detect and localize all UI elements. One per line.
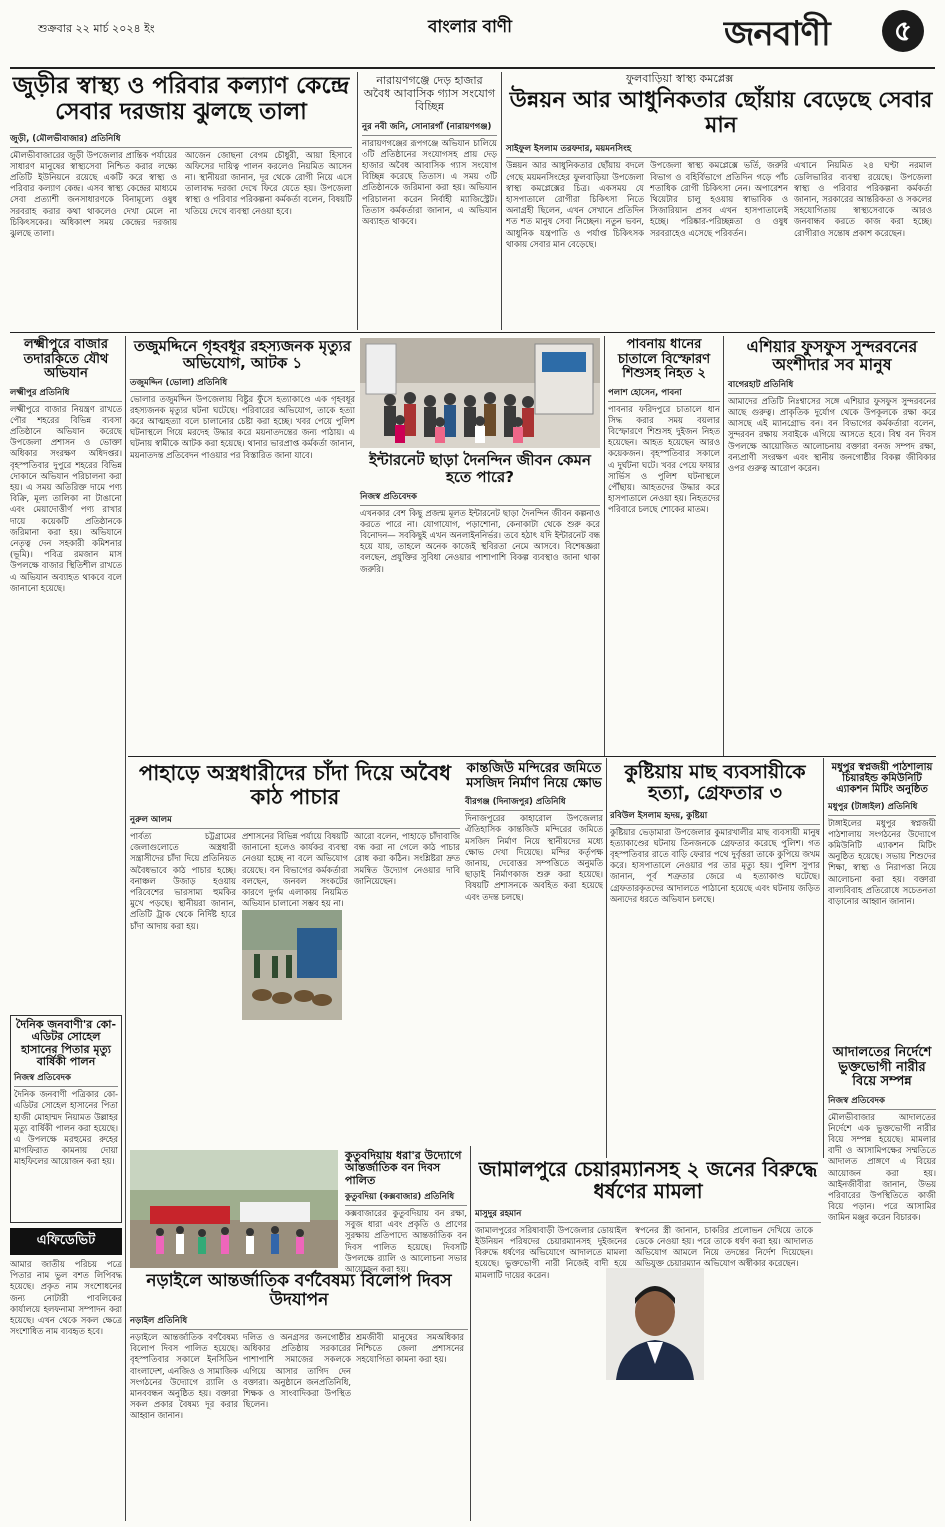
headline: কুতুবদিয়ায় ধরা'র উদ্যোগে আন্তর্জাতিক বন দিবস পালিত	[345, 1149, 462, 1187]
body-col-3: এখানে নিয়মিত ২৪ ঘণ্টা নরমাল ডেলিভারির ব্যবস্থা রয়েছে। উপজেলা স্বাস্থ্য ও পরিবার পরিকল্পনা কর্মকর্তা জানান, সরকারের আন্তরিকতা ও সকলের সহযোগিতায় স্বাস্থ্যসেবাকে আরও জনবান্ধব করতে কাজ করা হচ্ছে। রোগীরাও সন্তোষ প্রকাশ করেছেন।	[794, 160, 932, 238]
headline: এশিয়ার ফুসফুস সুন্দরবনের অংশীদার সব মানুষ	[746, 337, 918, 374]
story-narayanganj	[362, 74, 497, 324]
body: মৌলভীবাজার আদালতের নির্দেশে এক ভুক্তভোগী নারীর বিয়ে সম্পন্ন হয়েছে। মামলার বাদী ও আসামিপক্ষের সম্মতিতে আদালত প্রাঙ্গণে এ বিয়ের আয়োজন করা হয়। আইনজীবীরা জানান, উভয় পরিবারের উপস্থিতিতে কাজী বিয়ে পড়ান। পরে আসামির জামিন মঞ্জুর করেন বিচারক।	[828, 1111, 936, 1223]
body-col-2: উপজেলা স্বাস্থ্য কমপ্লেক্সে ভর্তি, জরুরি বিভাগ ও বহির্বিভাগে প্রতিদিন গড়ে পাঁচ শতাধিক রোগী চিকিৎসা নেন। অপারেশন থিয়েটার চালু হওয়ায় স্বাভাবিক ও সিজারিয়ান প্রসব এখন হাসপাতালেই হচ্ছে। পরিষ্কার-পরিচ্ছন্নতা ও ওষুধ সরবরাহেও এসেছে পরিবর্তন।	[650, 160, 788, 238]
headline: ইন্টারনেট ছাড়া দৈনন্দিন জীবন কেমন হতে পারে?	[369, 451, 591, 486]
story-sundarbans	[728, 338, 936, 750]
byline: কুতুবদিয়া (কক্সবাজার) প্রতিনিধি	[345, 1190, 467, 1206]
newspaper-logo	[724, 8, 884, 54]
section-title: বাংলার বাণী	[427, 17, 513, 37]
body: আমাদের প্রতিটি নিঃশ্বাসের সঙ্গে এশিয়ার ফুসফুস সুন্দরবনের আছে গুরুত্ব। প্রাকৃতিক দুর্যোগ থেকে উপকূলকে রক্ষা করে আসছে এই ম্যানগ্রোভ বন। বন বিভাগের কর্মকর্তারা বলেন, সুন্দরবন রক্ষায় সবাইকে এগিয়ে আসতে হবে। বিশ্ব বন দিবস উপলক্ষে আয়োজিত আলোচনায় বক্তারা বনজ সম্পদ রক্ষা, বন্যপ্রাণী সংরক্ষণ এবং স্থানীয় জনগোষ্ঠীর বিকল্প জীবিকার ওপর গুরুত্ব আরোপ করেন।	[728, 395, 936, 474]
body-col-3: শ্রমজীবী মানুষের সমঅধিকার নিশ্চিতে জেলা প্রশাসনের সহযোগিতা কামনা করা হয়।	[356, 1332, 464, 1365]
byline: নিজস্ব প্রতিবেদক	[14, 1071, 118, 1087]
body: পাবনার ফরিদপুরে চাতালে ধান সিদ্ধ করার সময় বয়লার বিস্ফোরণে শিশুসহ দুইজন নিহত হয়েছেন। আহত হয়েছেন আরও কয়েকজন। বৃহস্পতিবার সকালে এ দুর্ঘটনা ঘটে। খবর পেয়ে ফায়ার সার্ভিস ও পুলিশ ঘটনাস্থলে পৌঁছায়। আহতদের উদ্ধার করে হাসপাতালে নেওয়া হয়। নিহতদের পরিবারে চলছে শোকের মাতম।	[608, 403, 720, 515]
body: আমার জাতীয় পরিচয় পত্রে পিতার নাম ভুল বশত লিপিবদ্ধ হয়েছে। প্রকৃত নাম সংশোধনের জন্য নোটারী পাবলিকের কার্যালয়ে হলফনামা সম্পাদন করা হয়েছে। এখন থেকে সকল ক্ষেত্রে সংশোধিত নাম ব্যবহৃত হবে।	[10, 1259, 122, 1337]
story-lakshmipur	[10, 338, 122, 1010]
body-col-2: প্রশাসনের বিভিন্ন পর্যায়ে বিষয়টি জানানো হলেও কার্যকর ব্যবস্থা নেওয়া হচ্ছে না বলে অভিযোগ রয়েছে। বন বিভাগের কর্মকর্তারা বলছেন, জনবল সংকটের কারণে দুর্গম এলাকায় নিয়মিত অভিযান চালানো সম্ভব হয় না।	[242, 831, 348, 909]
body-col-1: মৌলভীবাজারের জুড়ী উপজেলার প্রান্তিক পর্যায়ের সাধারণ মানুষের স্বাস্থ্যসেবা নিশ্চিত করার লক্ষ্যে প্রতিটি ইউনিয়নে রয়েছে একটি করে স্বাস্থ্য ও পরিবার কল্যাণ কেন্দ্র। এসব স্বাস্থ্য কেন্দ্রের মাধ্যমে সেবা প্রত্যাশী জনসাধারণকে বিনামূল্যে ওষুধ সরবরাহ করার কথা থাকলেও দেখা মেলে না চিকিৎসকের। অধিকাংশ সময় কেন্দ্রের দরজায় ঝুলছে তালা।	[10, 149, 177, 238]
headline: দৈনিক জনবাণী'র কো-এডিটর সোহেল হাসানের পিতার মৃত্যু বার্ষিকী পালন	[15, 1018, 117, 1068]
byline: রবিউল ইসলাম হৃদয়, কুষ্টিয়া	[610, 809, 820, 825]
byline: সাইফুল ইসলাম তরফদার, ময়মনসিংহ	[506, 142, 936, 158]
page-number-badge	[882, 10, 924, 52]
headline: লক্ষ্মীপুরে বাজার তদারকিতে যৌথ অভিযান	[23, 337, 109, 382]
body-col-1: জামালপুরের সরিষাবাড়ী উপজেলার ডোয়াইল ইউনিয়ন পরিষদের চেয়ারম্যানসহ দুইজনের বিরুদ্ধে ধর্ষণের অভিযোগে আদালতে মামলা হয়েছে। ভুক্তভোগী নারী নিজেই বাদী হয়ে মামলাটি দায়ের করেন।	[475, 1224, 627, 1280]
body-col-2: স্বপনের স্ত্রী জানান, চাকরির প্রলোভন দেখিয়ে তাকে ডেকে নেওয়া হয়। পরে তাকে ধর্ষণ করা হয়। আদালত অভিযোগ আমলে নিয়ে তদন্তের নির্দেশ দিয়েছেন। অভিযুক্ত চেয়ারম্যান অভিযোগ অস্বীকার করেছেন।	[635, 1224, 813, 1269]
headline: আদালতের নির্দেশে ভুক্তভোগী নারীর বিয়ে সম্পন্ন	[832, 1045, 932, 1090]
story-court	[828, 1046, 936, 1516]
byline: জুড়ী, (মৌলভীবাজার) প্রতিনিধি	[10, 132, 352, 148]
byline: মাসুদুর রহমান	[475, 1207, 821, 1223]
body-col-1: পার্বত্য চট্টগ্রামের জেলাগুলোতে অস্ত্রধারী সন্ত্রাসীদের চাঁদা দিয়ে প্রতিনিয়ত অবৈধভাবে কাঠ পাচার হচ্ছে। বনাঞ্চল উজাড় হওয়ায় পরিবেশের ভারসাম্য হুমকির মুখে পড়ছে। স্থানীয়রা জানান, প্রতিটি ট্রাক থেকে নির্দিষ্ট হারে চাঁদা আদায় করা হয়।	[130, 831, 236, 931]
headline: উন্নয়ন আর আধুনিকতার ছোঁয়ায় বেড়েছে সেবার মান	[509, 88, 933, 138]
headline: কুষ্টিয়ায় মাছ ব্যবসায়ীকে হত্যা, গ্রেফতার ৩	[624, 761, 806, 805]
body: টাঙ্গাইলের মধুপুর স্বপ্নজয়ী পাঠশালায় সংগঠনের উদ্যোগে কমিউনিটি এ্যাকশন মিটিং অনুষ্ঠিত হয়েছে। সভায় শিশুদের শিক্ষা, স্বাস্থ্য ও নিরাপত্তা নিয়ে আলোচনা করা হয়। বক্তারা বাল্যবিবাহ প্রতিরোধে সচেতনতা বাড়ানোর আহ্বান জানান।	[828, 817, 936, 906]
kicker: ফুলবাড়িয়া স্বাস্থ্য কমপ্লেক্স	[626, 72, 734, 85]
headline: কান্তজিউ মন্দিরের জমিতে মসজিদ নির্মাণ নিয়ে ক্ষোভ	[466, 761, 602, 791]
story-narail	[130, 1272, 468, 1520]
byline: মধুপুর (টাঙ্গাইল) প্রতিনিধি	[828, 800, 936, 816]
issue-date: শুক্রবার ২২ মার্চ ২০২৪ ইং	[38, 22, 155, 35]
rally-photo	[130, 1150, 338, 1268]
page-number: ৫	[893, 14, 913, 47]
body-col-3: আরো বলেন, পাহাড়ে চাঁদাবাজি বন্ধ করা না গেলে কাঠ পাচার রোধ করা কঠিন। সংশ্লিষ্টরা দ্রুত সমন্বিত উদ্যোগ নেওয়ার দাবি জানিয়েছেন।	[354, 831, 460, 886]
headline: পাহাড়ে অস্ত্রধারীদের চাঁদা দিয়ে অবৈধ কাঠ পাচার	[138, 761, 452, 809]
headline: জুড়ীর স্বাস্থ্য ও পরিবার কল্যাণ কেন্দ্রে সেবার দরজায় ঝুলছে তালা	[12, 73, 350, 125]
byline: পলাশ হোসেন, পাবনা	[608, 386, 720, 402]
story-tajumuddin	[130, 338, 355, 750]
body-col-1: নড়াইলে আন্তর্জাতিক বর্ণবৈষম্য বিলোপ দিবস পালিত হয়েছে। বৃহস্পতিবার সকালে ইনসিডিন বাংলাদেশ, এনজিও ও সামাজিক সংগঠনের উদ্যোগে র‍্যালি ও মানববন্ধন অনুষ্ঠিত হয়। বক্তারা সকল প্রকার বৈষম্য দূর করার আহ্বান জানান।	[130, 1332, 238, 1421]
story-pabna	[608, 338, 720, 750]
story-madhupur	[828, 762, 936, 1044]
story-fulbaria	[506, 72, 936, 328]
headline: জামালপুরে চেয়ারম্যানসহ ২ জনের বিরুদ্ধে ধর্ষণের মামলা	[478, 1157, 818, 1204]
kicker: নারায়ণগঞ্জে দেড় হাজার অবৈধ আবাসিক গ্যাস সংযোগ বিচ্ছিন্ন	[363, 74, 496, 114]
story-obituary	[10, 1015, 122, 1223]
headline: নড়াইলে আন্তর্জাতিক বর্ণবৈষম্য বিলোপ দিবস উদযাপন	[146, 1271, 452, 1311]
byline: নিজস্ব প্রতিবেদক	[828, 1094, 936, 1110]
body-col-2: দলিত ও অনগ্রসর জনগোষ্ঠীর অধিকার প্রতিষ্ঠায় সরকারের পাশাপাশি সমাজের সকলকে এগিয়ে আসার তাগিদ দেন বক্তারা। অনুষ্ঠানে জনপ্রতিনিধি, শিক্ষক ও সাংবাদিকরা উপস্থিত ছিলেন।	[243, 1332, 351, 1410]
byline: বীরগঞ্জ (দিনাজপুর) প্রতিনিধি	[465, 795, 603, 811]
body: ভোলার তজুমদ্দিন উপজেলায় বিষ্টুর ফুঁসে হত্যাকাণ্ডে এক গৃহবধূর রহস্যজনক মৃত্যুর ঘটনা ঘটেছে। পরিবারের অভিযোগ, তাকে হত্যা করে আত্মহত্যা বলে চালানোর চেষ্টা করা হচ্ছে। খবর পেয়ে পুলিশ ঘটনাস্থলে গিয়ে মরদেহ উদ্ধার করে ময়নাতদন্তের জন্য পাঠায়। এ ঘটনায় স্বামীকে আটক করা হয়েছে। থানার ভারপ্রাপ্ত কর্মকর্তা জানান, ময়নাতদন্ত প্রতিবেদন পাওয়ার পর বিস্তারিত জানা যাবে।	[130, 393, 355, 460]
story-affidavit	[10, 1228, 122, 1518]
body: দৈনিক জনবাণী পত্রিকার কো-এডিটর সোহেল হাসানের পিতা হাজী মোহাম্মদ নিয়ামত উল্লাহর মৃত্যু বার্ষিকী পালন করা হয়েছে। এ উপলক্ষে মরহুমের রুহের মাগফিরাত কামনায় দোয়া মাহফিলের আয়োজন করা হয়।	[14, 1089, 118, 1167]
body-col-2: আজেন জোছনা বেগম চৌধুরী, আয়া হিসাবে অফিসের দায়িত্ব পালন করলেও নিয়মিত আসেন না। স্থানীয়রা জানান, দূর থেকে রোগী নিয়ে এসে তালাবদ্ধ দরজা দেখে ফিরে যেতে হয়। উপজেলা স্বাস্থ্য ও পরিবার পরিকল্পনা কর্মকর্তা বলেন, বিষয়টি খতিয়ে দেখে ব্যবস্থা নেওয়া হবে।	[185, 149, 352, 216]
body: কক্সবাজারের কুতুবদিয়ায় বন রক্ষা, সবুজ ধারা এবং প্রকৃতি ও প্রাণের সুরক্ষায় প্রতিপাদ্যে আন্তর্জাতিক বন দিবস পালিত হয়েছে। দিবসটি উপলক্ষে র‍্যালি ও আলোচনা সভার আয়োজন করা হয়।	[345, 1207, 467, 1274]
headline: মধুপুর স্বপ্নজয়ী পাঠশালায় চিয়ারইন্ড কমিউনিটি এ্যাকশন মিটিং অনুষ্ঠিত	[831, 762, 933, 796]
story-juri	[10, 74, 352, 324]
byline: নুর নবী জনি, সোনারগাঁ (নারায়ণগঞ্জ)	[362, 120, 497, 136]
group-photo	[360, 338, 600, 448]
body: নারায়ণগঞ্জের রূপগঞ্জে অভিযান চালিয়ে ৩টি প্রতিষ্ঠানের সংযোগসহ প্রায় দেড় হাজার অবৈধ আবাসিক গ্যাস সংযোগ বিচ্ছিন্ন করেছে তিতাস। এ সময় ৩টি প্রতিষ্ঠানকে জরিমানা করা হয়। অভিযান পরিচালনা করেন নির্বাহী ম্যাজিস্ট্রেট। তিতাস কর্মকর্তারা জানান, এ অভিযান অব্যাহত থাকবে।	[362, 137, 497, 226]
body: লক্ষ্মীপুরে বাজার নিয়ন্ত্রণ রাখতে পৌর শহরের বিভিন্ন ব্যবসা প্রতিষ্ঠানে অভিযান করেছে উপজেলা প্রশাসন ও ভোক্তা অধিকার সংরক্ষণ অধিদপ্তর। বৃহস্পতিবার দুপুরে শহরের বিভিন্ন দোকানে অভিযান পরিচালনা করা হয়। এ সময় অতিরিক্ত দামে পণ্য বিক্রি, মূল্য তালিকা না টাঙানো এবং মেয়াদোত্তীর্ণ পণ্য রাখার দায়ে কয়েকটি প্রতিষ্ঠানকে জরিমানা করা হয়। অভিযানে নেতৃত্ব দেন সহকারী কমিশনার (ভূমি)। পবিত্র রমজান মাস উপলক্ষে বাজার স্থিতিশীল রাখতে এ অভিযান অব্যাহত থাকবে বলে জানানো হয়েছে।	[10, 403, 122, 593]
affidavit-title: এফিডেভিট	[10, 1228, 122, 1255]
body: কুষ্টিয়ার ভেড়ামারা উপজেলার কুমারখালীর মাছ ব্যবসায়ী মানুষ হত্যাকাণ্ডের ঘটনায় তিনজনকে গ্রেফতার করেছে পুলিশ। গত বৃহস্পতিবার রাতে বাড়ি ফেরার পথে দুর্বৃত্তরা তাকে কুপিয়ে জখম করে। হাসপাতালে নেওয়ার পর তার মৃত্যু হয়। পুলিশ সুপার জানান, পূর্ব শত্রুতার জেরে এ হত্যাকাণ্ড ঘটেছে। গ্রেফতারকৃতদের আদালতে পাঠানো হয়েছে এবং ঘটনায় জড়িত অন্যদের ধরতে অভিযান চলছে।	[610, 826, 820, 904]
story-internet	[360, 452, 600, 750]
body-col-1: উন্নয়ন আর আধুনিকতার ছোঁয়ায় বদলে গেছে ময়মনসিংহের ফুলবাড়িয়া উপজেলা স্বাস্থ্য কমপ্লেক্সের চিত্র। একসময় যে হাসপাতালে রোগীরা চিকিৎসা নিতে অনাগ্রহী ছিলেন, এখন সেখানে প্রতিদিন শত শত মানুষ সেবা নিচ্ছেন। নতুন ভবন, আধুনিক যন্ত্রপাতি ও পর্যাপ্ত চিকিৎসক থাকায় সেবার মান বেড়েছে।	[506, 160, 644, 249]
byline: তজুমদ্দিন (ভোলা) প্রতিনিধি	[130, 376, 355, 392]
story-kantajew	[465, 762, 603, 1142]
masthead	[0, 0, 945, 66]
byline: নিজস্ব প্রতিবেদক	[360, 490, 600, 506]
headline: পাবনায় ধানের চাতালে বিস্ফোরণ শিশুসহ নিহত ২	[617, 337, 711, 382]
byline: নুরুল আলম	[130, 813, 460, 829]
body: এখনকার বেশ কিছু প্রজন্ম মূলত ইন্টারনেট ছাড়া দৈনন্দিন জীবন কল্পনাও করতে পারে না। যোগাযোগ, পড়াশোনা, কেনাকাটা থেকে শুরু করে বিনোদন— সবকিছুই এখন অনলাইননির্ভর। তবে হঠাৎ যদি ইন্টারনেট বন্ধ হয়ে যায়, তাহলে অনেক কাজেই স্থবিরতা নেমে আসবে। বিশেষজ্ঞরা বলছেন, প্রযুক্তির সুবিধা নেওয়ার পাশাপাশি বিকল্প ব্যবস্থাও জানা থাকা জরুরি।	[360, 507, 600, 574]
byline: লক্ষ্মীপুর প্রতিনিধি	[10, 386, 122, 402]
byline: নড়াইল প্রতিনিধি	[130, 1314, 468, 1330]
logo-wordmark: জনবাণী	[724, 14, 830, 54]
headline: তজুমদ্দিনে গৃহবধূর রহস্যজনক মৃত্যুর অভিযোগ, আটক ১	[133, 337, 352, 372]
byline: বাগেরহাট প্রতিনিধি	[728, 378, 936, 394]
portrait-photo	[606, 1268, 704, 1380]
timber-photo	[242, 910, 342, 1020]
body: দিনাজপুরের কাহারোল উপজেলার ঐতিহাসিক কান্তজিউ মন্দিরের জমিতে মসজিদ নির্মাণ নিয়ে স্থানীয়দের মধ্যে ক্ষোভ দেখা দিয়েছে। মন্দির কর্তৃপক্ষ জানায়, দেবোত্তর সম্পত্তিতে অনুমতি ছাড়াই নির্মাণকাজ শুরু করা হয়েছে। বিষয়টি প্রশাসনকে অবহিত করা হয়েছে এবং তদন্ত চলছে।	[465, 813, 603, 902]
story-kushtia	[610, 762, 820, 1158]
